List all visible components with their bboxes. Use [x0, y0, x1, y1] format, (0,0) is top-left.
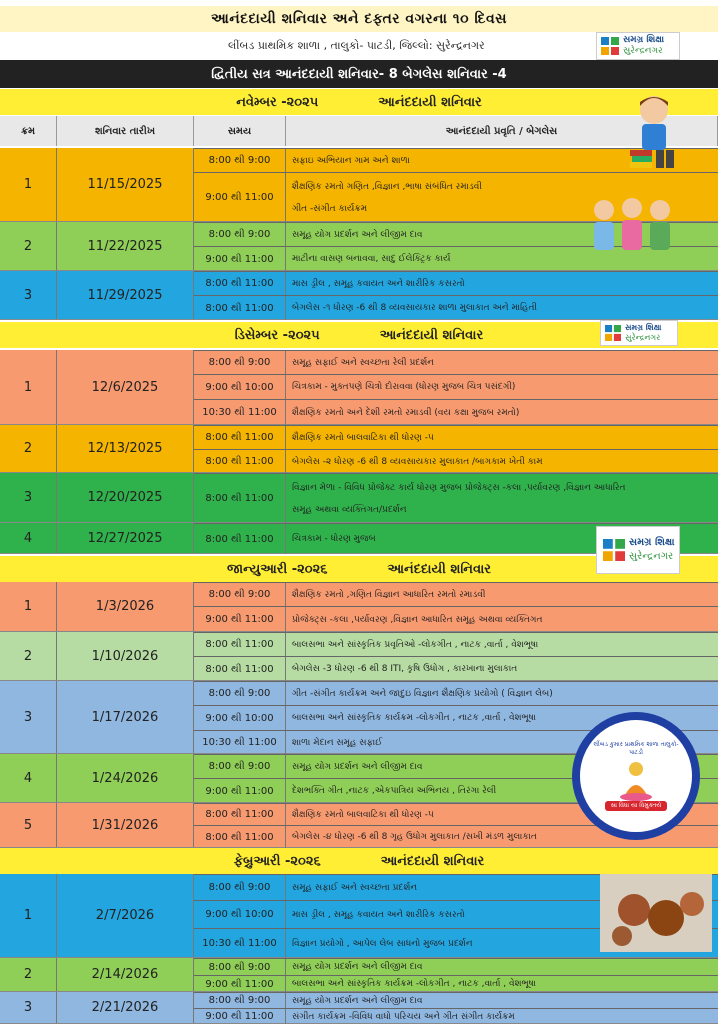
row-number: 3 — [0, 681, 57, 753]
slot-time: 8:00 થી 11:00 — [194, 826, 286, 848]
logo-text-2: સુરેન્દ્રનગર — [623, 46, 663, 56]
row-number: 1 — [0, 350, 57, 424]
slot-activity: સમૂહ યોગ પ્રદર્શન અને લીજીમ દાવ — [292, 962, 423, 972]
slot-time: 8:00 થી 9:00 — [194, 149, 286, 172]
table-row — [0, 350, 718, 425]
row-date: 2/14/2026 — [57, 958, 194, 991]
slot-activity: માસ ડ્રીલ , સમૂહ કવાયત અને શારીરિક કસરતો — [292, 909, 465, 920]
slot-activity: શૈક્ષણિક રમતો બાલવાટિકા થી ધોરણ -૫ — [292, 809, 434, 820]
seal-motto: સા વિધા યા વિમુક્તયે — [605, 801, 668, 811]
clay-pots-image — [600, 874, 712, 952]
month-label: આનંદદાયી શનિવાર — [379, 327, 484, 343]
slot-time: 10:30 થી 11:00 — [194, 731, 286, 754]
table-row — [0, 958, 718, 992]
slot-time: 8:00 થી 11:00 — [194, 272, 286, 295]
seal-text: લીંબડ કુમાર પ્રાથમિક શાળા તાલુકો- પાટડી — [593, 741, 679, 756]
row-date: 1/10/2026 — [57, 632, 194, 680]
page-title: આનંદદાયી શનિવાર અને દફ્તર વગરના ૧૦ દિવસ — [0, 6, 718, 32]
slot-time: 8:00 થી 9:00 — [194, 875, 286, 900]
row-number: 1 — [0, 148, 57, 221]
slot-time: 8:00 થી 11:00 — [194, 804, 286, 825]
saraswati-icon — [614, 757, 658, 801]
row-date: 1/31/2026 — [57, 803, 194, 847]
activity-slot — [194, 632, 718, 656]
activity-slot — [194, 449, 718, 473]
row-number: 1 — [0, 582, 57, 631]
slot-activity: બાલસભા અને સાંસ્કૃતિક પ્રવૃતિઓ -લોકગીત , નાટક ,વાર્તા , વેશભૂષા — [292, 639, 539, 650]
slot-activity: શૈક્ષણિક રમતો ગણિત ,વિજ્ઞાન ,ભાષા સંબંધિત રમાડવી ગીત -સંગીત કાર્યક્રમ — [292, 181, 482, 214]
slot-activity: બાલસભા અને સાંસ્કૃતિક કાર્યક્રમ -લોકગીત , નાટક ,વાર્તા , વેશભૂષા — [292, 713, 536, 723]
slot-time: 8:00 થી 9:00 — [194, 755, 286, 778]
activity-slot — [194, 425, 718, 449]
slot-activity: શૈક્ષણિક રમતો બાલવાટિકા થી ધોરણ -૫ — [292, 432, 434, 443]
slot-activity: સમૂહ યોગ પ્રદર્શન અને લીજીમ દાવ — [292, 229, 423, 240]
month-label: આનંદદાયી શનિવાર — [378, 94, 482, 110]
table-row — [0, 992, 718, 1024]
activity-slot — [194, 958, 718, 975]
school-seal — [572, 712, 700, 840]
row-date: 1/3/2026 — [57, 582, 194, 631]
logo-text-1: સમગ્ર શિક્ષા — [625, 323, 662, 332]
header-activity: આનંદદાયી પ્રવૃતિ / બેગલેસ — [286, 116, 718, 146]
slot-activity: વિજ્ઞાન પ્રયોગો , આપેલ લેબ સાધનો મુજબ પ્રદર્શન — [292, 938, 473, 949]
logo-text-1: સમગ્ર શિક્ષા — [623, 35, 665, 45]
slot-activity: સમૂહ સફાઈ અને સ્વચ્છતા પ્રદર્શન — [292, 882, 418, 893]
row-number: 4 — [0, 754, 57, 802]
slot-activity: સફાઇ અભિયાન ગામ અને શાળા — [292, 155, 410, 166]
header-num: ક્રમ — [0, 116, 57, 146]
row-date: 2/7/2026 — [57, 874, 194, 957]
row-date: 1/24/2026 — [57, 754, 194, 802]
slot-activity: શૈક્ષણિક રમતો અને દેશી રમતો રમાડવી (વય કક્ષા મુજબ રમતો) — [292, 407, 520, 418]
school-line: લીંબડ પ્રાથમિક શાળા , તાલુકો- પાટડી, જિલ્લો: સુરેન્દ્રનગર — [0, 34, 718, 58]
activity-slot — [194, 606, 718, 632]
logo-text-1: સમગ્ર શિક્ષા — [629, 537, 675, 548]
slot-activity: બેગલેસ -૨ ધોરણ -6 થી 8 વ્યવસાયકાર મુલાકાત /બાગકામ ખેતી કામ — [292, 456, 543, 467]
slot-time: 8:00 થી 11:00 — [194, 657, 286, 681]
slot-time: 9:00 થી 10:00 — [194, 901, 286, 928]
month-banner — [0, 89, 718, 115]
activity-slot — [194, 656, 718, 681]
row-number: 1 — [0, 874, 57, 957]
activity-slot — [194, 975, 718, 992]
slot-time: 8:00 થી 9:00 — [194, 682, 286, 705]
month-banner — [0, 848, 718, 874]
slot-activity: દેશભક્તિ ગીત ,નાટક ,એકપાત્રિય અભિનય , તિરંગા રેલી — [292, 786, 497, 796]
activity-slot — [194, 350, 718, 374]
slot-time: 8:00 થી 11:00 — [194, 633, 286, 656]
slot-activity: બાલસભા અને સાંસ્કૃતિક કાર્યક્રમ -લોકગીત , નાટક ,વાર્તા , વેશભૂષા — [292, 979, 536, 989]
row-date: 1/17/2026 — [57, 681, 194, 753]
slot-time: 8:00 થી 11:00 — [194, 524, 286, 554]
month-name: નવેમ્બર -૨૦૨૫ — [236, 94, 319, 110]
header-date: શનિવાર તારીખ — [57, 116, 194, 146]
samagra-shiksha-logo-2 — [600, 320, 678, 346]
slot-time: 8:00 થી 11:00 — [194, 426, 286, 449]
slot-time: 8:00 થી 11:00 — [194, 450, 286, 473]
slot-time: 10:30 થી 11:00 — [194, 400, 286, 425]
row-date: 11/15/2025 — [57, 148, 194, 221]
term-banner: દ્વિતીય સત્ર આનંદદાયી શનિવાર- 8 બેગલેસ શનિવાર -4 — [0, 60, 718, 88]
slot-time: 8:00 થી 9:00 — [194, 351, 286, 374]
row-date: 12/20/2025 — [57, 473, 194, 522]
table-row — [0, 473, 718, 523]
row-date: 12/13/2025 — [57, 425, 194, 472]
slot-activity: બેગલેસ -૪ ધોરણ -6 થી 8 ગૃહ ઉધોગ મુલાકાત /સખી મંડળ મુલાકાત — [292, 832, 537, 842]
slot-activity: ચિત્રકામ - ધોરણ મુજબ — [292, 534, 376, 544]
slot-time: 9:00 થી 11:00 — [194, 779, 286, 803]
slot-time: 8:00 થી 9:00 — [194, 583, 286, 606]
table-row — [0, 271, 718, 320]
month-name: ફેબ્રુઆરી -૨૦૨૬ — [233, 853, 321, 869]
month-name: ડિસેમ્બર -૨૦૨૫ — [234, 327, 320, 343]
slot-activity: માટીના વાસણ બનાવવા, સાદુ ઈલેક્ટ્રિક કાર્ય — [292, 254, 451, 264]
table-row — [0, 425, 718, 473]
row-date: 11/22/2025 — [57, 222, 194, 270]
slot-activity: વિજ્ઞાન મેળા - વિવિધ પ્રોજેક્ટ કાર્ય ધોરણ મુજબ પ્રોજેક્ટ્સ -કલા ,પર્યાવરણ ,વિજ્ઞાન આધારિત સમૂહ અથવા વ્યક્તિગત/પ્રદર્શન — [292, 482, 626, 515]
slot-time: 9:00 થી 11:00 — [194, 247, 286, 271]
slot-time: 9:00 થી 11:00 — [194, 976, 286, 992]
row-date: 12/6/2025 — [57, 350, 194, 424]
table-header — [0, 116, 718, 146]
month-label: આનંદદાયી શનિવાર — [380, 853, 485, 869]
samagra-shiksha-logo — [596, 32, 680, 60]
row-date: 12/27/2025 — [57, 523, 194, 553]
slot-activity: માસ ડ્રીલ , સમૂહ કવાયત અને શારીરિક કસરતો — [292, 278, 465, 289]
slot-activity: બેગલેસ -3 ધોરણ -6 થી 8 ITI, કૃષિ ઉધોગ , કારખાના મુલાકાત — [292, 664, 518, 674]
slot-time: 9:00 થી 10:00 — [194, 706, 286, 730]
activity-slot — [194, 1008, 718, 1024]
boy-with-books-image — [626, 90, 682, 172]
slot-time: 9:00 થી 10:00 — [194, 375, 286, 399]
table-row — [0, 632, 718, 681]
samagra-shiksha-logo-3 — [596, 526, 680, 574]
header-time: સમય — [194, 116, 286, 146]
slot-activity: સમૂહ યોગ પ્રદર્શન અને લીજીમ દાવ — [292, 995, 423, 1006]
slot-activity: સમૂહ સફાઈ અને સ્વચ્છતા રેલી પ્રદર્શન — [292, 357, 434, 368]
table-row — [0, 582, 718, 632]
slot-time: 9:00 થી 11:00 — [194, 1009, 286, 1024]
activity-slot — [194, 992, 718, 1008]
row-number: 2 — [0, 425, 57, 472]
slot-time: 8:00 થી 11:00 — [194, 474, 286, 523]
children-group-image — [584, 194, 680, 262]
logo-text-2: સુરેન્દ્રનગર — [625, 333, 661, 342]
activity-slot — [194, 271, 718, 295]
logo-grid-icon — [605, 325, 621, 341]
row-number: 3 — [0, 271, 57, 319]
row-number: 2 — [0, 222, 57, 270]
activity-slot — [194, 399, 718, 425]
month-label: આનંદદાયી શનિવાર — [387, 561, 491, 577]
logo-grid-icon — [603, 539, 625, 561]
row-number: 4 — [0, 523, 57, 553]
activity-slot — [194, 295, 718, 320]
slot-activity: સમૂહ યોગ પ્રદર્શન અને લીજીમ દાવ — [292, 761, 423, 772]
slot-activity: બેગલેસ -૧ ધોરણ -6 થી 8 વ્યવસાયકાર શાળા મુલાકાત અને માહિતી — [292, 303, 537, 313]
logo-text-2: સુરેન્દ્રનગર — [629, 551, 674, 562]
slot-activity: શાળા મેદાન સમૂહ સફાઈ — [292, 737, 383, 748]
slot-time: 9:00 થી 11:00 — [194, 607, 286, 632]
row-number: 5 — [0, 803, 57, 847]
slot-activity: ચિત્રકામ - મુક્તપણે ચિત્રો દોરાવવા (ધોરણ મુજબ ચિત્ર પસંદગી) — [292, 382, 516, 392]
row-number: 3 — [0, 992, 57, 1023]
slot-time: 8:00 થી 9:00 — [194, 959, 286, 975]
row-date: 11/29/2025 — [57, 271, 194, 319]
slot-time: 9:00 થી 11:00 — [194, 173, 286, 222]
row-number: 2 — [0, 958, 57, 991]
activity-slot — [194, 473, 718, 523]
slot-time: 10:30 થી 11:00 — [194, 929, 286, 958]
row-date: 2/21/2026 — [57, 992, 194, 1023]
slot-activity: શૈક્ષણિક રમતો ,ગણિત વિજ્ઞાન આધારિત રમતો રમાડવી — [292, 589, 486, 600]
slot-time: 8:00 થી 9:00 — [194, 223, 286, 246]
logo-grid-icon — [601, 37, 619, 55]
slot-activity: ગીત -સંગીત કાર્યક્રમ અને જાદુઇ વિજ્ઞાન શૈક્ષણિક પ્રયોગો ( વિજ્ઞાન લેબ) — [292, 688, 553, 699]
slot-activity: પ્રોજેક્ટ્સ -કલા ,પર્યાવરણ ,વિજ્ઞાન આધારિત સમૂહ અથવા વ્યક્તિગત — [292, 614, 543, 625]
row-number: 2 — [0, 632, 57, 680]
activity-slot — [194, 374, 718, 399]
row-number: 3 — [0, 473, 57, 522]
activity-slot — [194, 681, 718, 705]
slot-time: 8:00 થી 11:00 — [194, 296, 286, 320]
slot-time: 8:00 થી 9:00 — [194, 993, 286, 1008]
month-name: જાન્યુઆરી -૨૦૨૬ — [227, 561, 328, 577]
slot-activity: સંગીત કાર્યક્રમ -વિવિધ વાધો પરિચય અને ગીત સંગીત કાર્યક્રમ — [292, 1011, 515, 1022]
activity-slot — [194, 582, 718, 606]
